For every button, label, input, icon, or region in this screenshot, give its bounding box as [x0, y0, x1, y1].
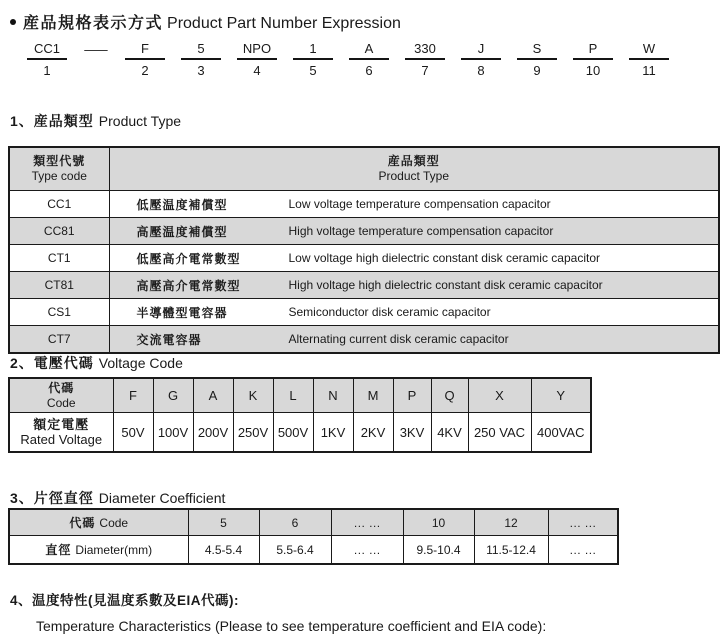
- segment-index: 7: [421, 63, 429, 78]
- part-number-segment: [573, 41, 613, 78]
- diameter-code-cell: 12: [474, 509, 548, 536]
- diameter-range-cell: 9.5-10.4: [403, 536, 474, 565]
- table-header-row: [9, 509, 618, 536]
- type-code-cell: CC81: [9, 218, 109, 245]
- product-name-english: Low voltage high dielectric constant disk ceramic capacitor: [288, 251, 600, 265]
- voltage-code-cell: A: [193, 378, 233, 413]
- product-name-english: Low voltage temperature compensation capacitor: [288, 197, 551, 211]
- voltage-code-cell: M: [353, 378, 393, 413]
- rated-voltage-cell: 250V: [233, 413, 273, 453]
- heading-chinese: 2、電壓代碼: [10, 355, 94, 371]
- rated-voltage-cell: 200V: [193, 413, 233, 453]
- part-number-segment: [461, 41, 501, 78]
- bullet-icon: [10, 19, 16, 25]
- segment-code: W: [629, 41, 669, 60]
- section-heading-temperature-chinese: 4、温度特性(見温度系數及EIA代碼):: [10, 593, 239, 608]
- rated-voltage-cell: 4KV: [431, 413, 468, 453]
- segment-code: A: [349, 41, 389, 60]
- segment-index: 1: [43, 63, 51, 78]
- rated-voltage-cell: 500V: [273, 413, 313, 453]
- page-title: [10, 10, 401, 33]
- rated-voltage-cell: 1KV: [313, 413, 353, 453]
- part-number-segment: [293, 41, 333, 78]
- section-heading-diameter: [10, 488, 225, 508]
- table-row: [9, 536, 618, 565]
- rated-voltage-cell: 50V: [113, 413, 153, 453]
- page-title-chinese: 産品規格表示方式: [23, 15, 164, 32]
- diameter-code-cell: 10: [403, 509, 474, 536]
- voltage-code-cell: Y: [531, 378, 591, 413]
- rated-voltage-cell: 400VAC: [531, 413, 591, 453]
- table-row: [9, 218, 719, 245]
- product-type-header-cell: 産品類型 Product Type: [109, 147, 719, 191]
- product-description-cell: [109, 299, 719, 326]
- diameter-code-cell: … …: [331, 509, 403, 536]
- heading-chinese: 3、片徑直徑: [10, 490, 94, 506]
- voltage-code-cell: Q: [431, 378, 468, 413]
- diameter-range-cell: … …: [331, 536, 403, 565]
- section-heading-product-type: [10, 111, 181, 131]
- segment-code: P: [573, 41, 613, 60]
- segment-index: 9: [533, 63, 541, 78]
- product-name-english: High voltage temperature compensation capacitor: [288, 224, 554, 238]
- segment-code: J: [461, 41, 501, 60]
- diameter-label-cell: 直徑 Diameter(mm): [9, 536, 188, 565]
- heading-chinese: 1、産品類型: [10, 113, 94, 129]
- product-name-english: Alternating current disk ceramic capacitor: [288, 332, 509, 346]
- segment-index: 8: [477, 63, 485, 78]
- part-number-segment: [629, 41, 669, 78]
- product-description-cell: [109, 218, 719, 245]
- type-code-cell: CS1: [9, 299, 109, 326]
- segment-index: 6: [365, 63, 373, 78]
- product-description-cell: [109, 326, 719, 354]
- segment-index: 10: [585, 63, 601, 78]
- code-label-cell: 代碼 Code: [9, 509, 188, 536]
- product-description-cell: [109, 272, 719, 299]
- table-row: [9, 191, 719, 218]
- heading-english: Product Type: [98, 113, 182, 129]
- segment-index: 5: [309, 63, 317, 78]
- table-row: [9, 245, 719, 272]
- part-number-segment: [181, 41, 221, 78]
- segment-index: 11: [642, 63, 656, 78]
- table-header-row: [9, 147, 719, 191]
- product-name-chinese: 低壓温度補償型: [136, 197, 228, 212]
- product-description-cell: [109, 191, 719, 218]
- type-code-cell: CT1: [9, 245, 109, 272]
- section-heading-temperature-english: Temperature Characteristics (Please to see temperature coefficient and EIA code):: [36, 618, 547, 634]
- segment-code: 5: [181, 41, 221, 60]
- product-name-chinese: 低壓高介電常數型: [136, 251, 241, 266]
- segment-code: NPO: [237, 41, 277, 60]
- voltage-code-table: [8, 377, 592, 453]
- segment-code: CC1: [27, 41, 67, 60]
- diameter-range-cell: 5.5-6.4: [259, 536, 331, 565]
- diameter-code-cell: … …: [548, 509, 618, 536]
- part-number-expression: [27, 41, 669, 78]
- dash-separator: —: [84, 42, 108, 57]
- type-code-cell: CT7: [9, 326, 109, 354]
- voltage-code-cell: K: [233, 378, 273, 413]
- table-row: [9, 326, 719, 354]
- rated-voltage-cell: 100V: [153, 413, 193, 453]
- diameter-range-cell: … …: [548, 536, 618, 565]
- segment-index: 4: [253, 63, 261, 78]
- rated-voltage-cell: 3KV: [393, 413, 431, 453]
- table-row: [9, 299, 719, 326]
- voltage-code-cell: X: [468, 378, 531, 413]
- rated-voltage-label-cell: 額定電壓 Rated Voltage: [9, 413, 113, 453]
- product-description-cell: [109, 245, 719, 272]
- table-header-row: [9, 378, 591, 413]
- product-name-chinese: 高壓温度補償型: [136, 224, 228, 239]
- type-code-cell: CT81: [9, 272, 109, 299]
- voltage-code-cell: L: [273, 378, 313, 413]
- diameter-code-cell: 5: [188, 509, 259, 536]
- part-number-segment: [27, 41, 67, 78]
- heading-english: Diameter Coefficient: [98, 490, 226, 506]
- rated-voltage-cell: 250 VAC: [468, 413, 531, 453]
- table-row: [9, 272, 719, 299]
- part-number-segment: [349, 41, 389, 78]
- part-number-segment: [125, 41, 165, 78]
- section-heading-voltage-code: [10, 353, 183, 373]
- part-number-segment: [405, 41, 445, 78]
- type-code-header-cell: 類型代號 Type code: [9, 147, 109, 191]
- product-type-table: [8, 146, 720, 354]
- segment-index: 3: [197, 63, 205, 78]
- segment-code: 330: [405, 41, 445, 60]
- segment-index: 2: [141, 63, 149, 78]
- product-name-english: High voltage high dielectric constant disk ceramic capacitor: [288, 278, 603, 292]
- heading-english: Voltage Code: [98, 355, 183, 371]
- diameter-code-cell: 6: [259, 509, 331, 536]
- product-name-chinese: 交流電容器: [136, 332, 202, 347]
- code-label-cell: 代碼 Code: [9, 378, 113, 413]
- diameter-table: [8, 508, 619, 565]
- voltage-code-cell: G: [153, 378, 193, 413]
- voltage-code-cell: N: [313, 378, 353, 413]
- rated-voltage-cell: 2KV: [353, 413, 393, 453]
- voltage-code-cell: F: [113, 378, 153, 413]
- type-code-cell: CC1: [9, 191, 109, 218]
- segment-code: F: [125, 41, 165, 60]
- part-number-segment: [517, 41, 557, 78]
- page-title-english: Product Part Number Expression: [167, 15, 401, 32]
- part-number-segment: [237, 41, 277, 78]
- table-row: [9, 413, 591, 453]
- product-name-english: Semiconductor disk ceramic capacitor: [288, 305, 491, 319]
- segment-code: 1: [293, 41, 333, 60]
- diameter-range-cell: 4.5-5.4: [188, 536, 259, 565]
- voltage-code-cell: P: [393, 378, 431, 413]
- segment-code: S: [517, 41, 557, 60]
- product-name-chinese: 高壓高介電常數型: [136, 278, 241, 293]
- product-name-chinese: 半導體型電容器: [136, 305, 228, 320]
- diameter-range-cell: 11.5-12.4: [474, 536, 548, 565]
